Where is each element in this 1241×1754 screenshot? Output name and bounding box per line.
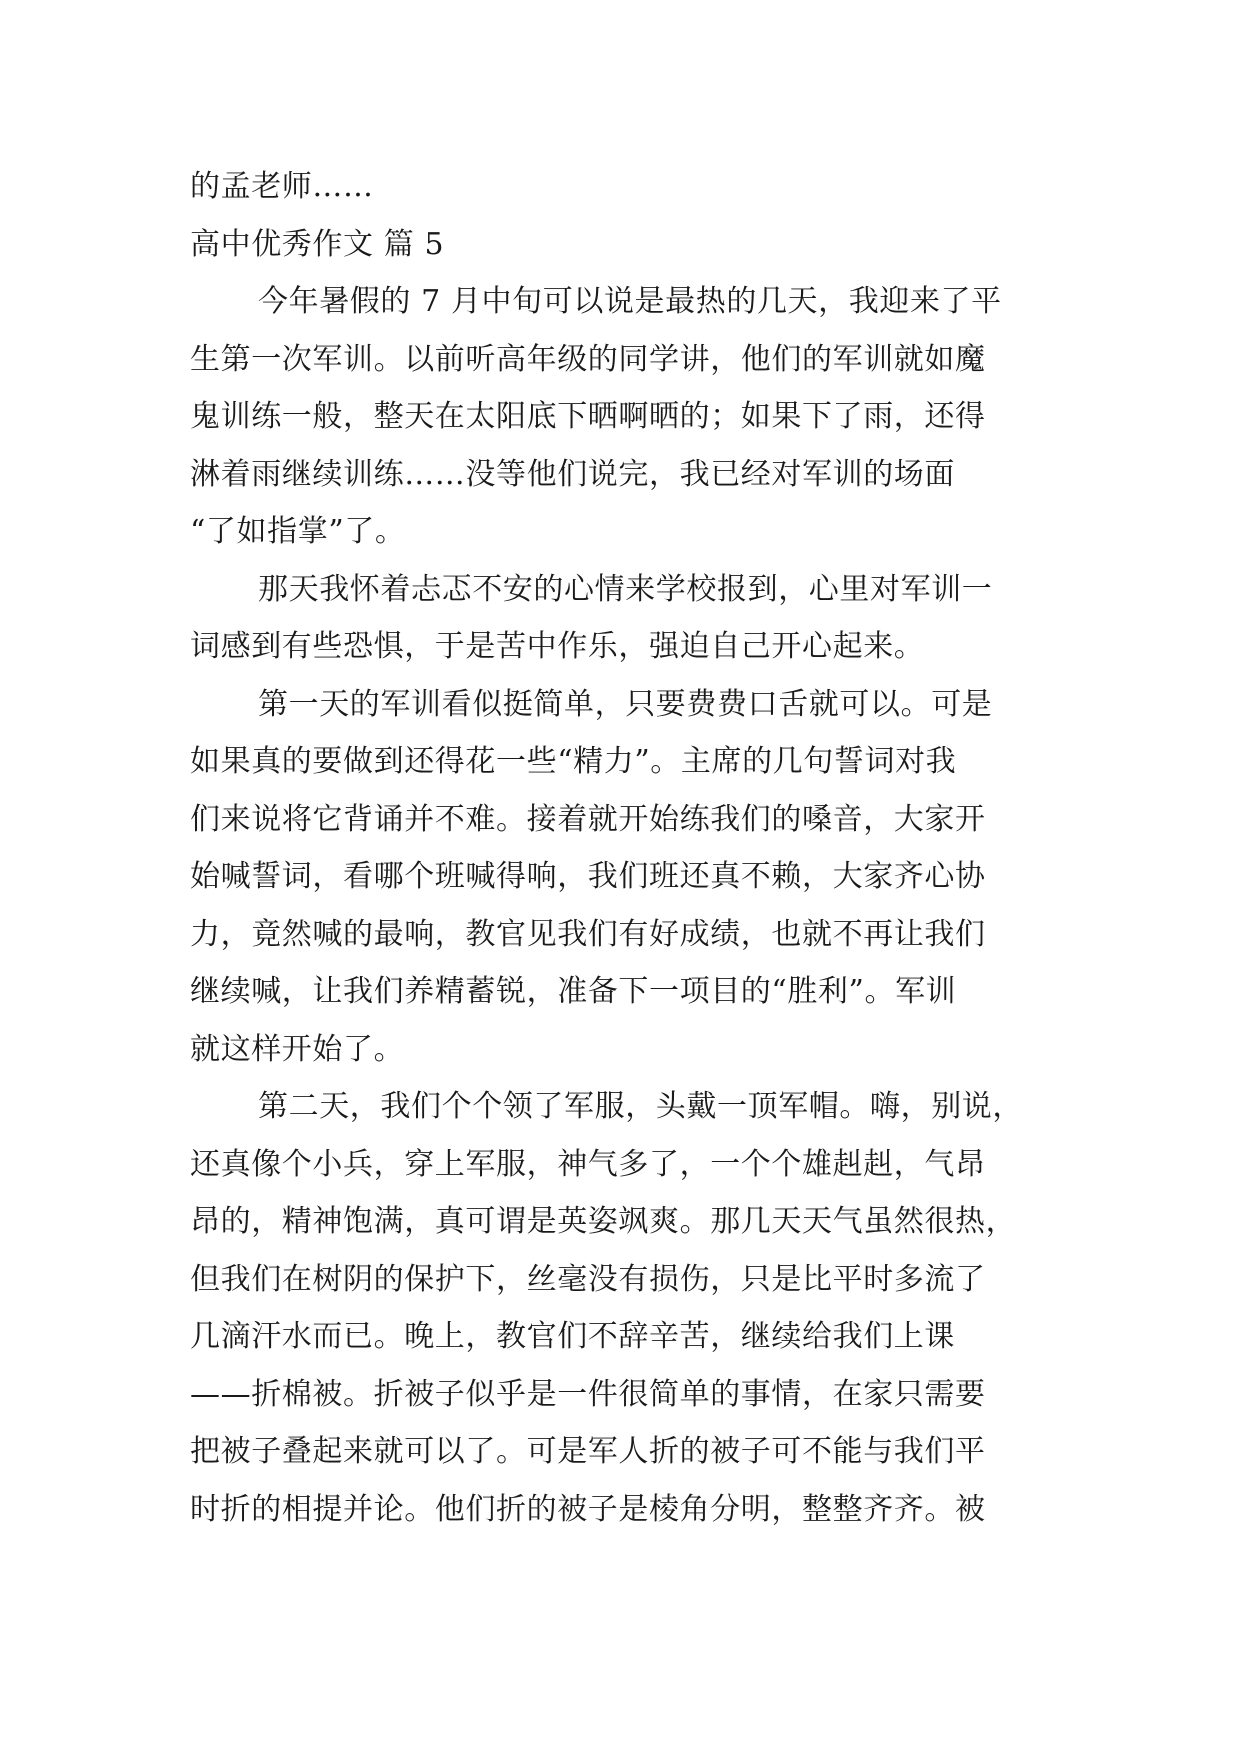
paragraph-line: 时折的相提并论。他们折的被子是棱角分明，整整齐齐。被 — [190, 1491, 986, 1527]
paragraph-line: 就这样开始了。 — [190, 1031, 405, 1067]
paragraph-line: 生第一次军训。以前听高年级的同学讲，他们的军训就如魔 — [190, 341, 986, 377]
paragraph-line: 把被子叠起来就可以了。可是军人折的被子可不能与我们平 — [190, 1434, 986, 1469]
paragraph-line: 力，竟然喊的最响，教官见我们有好成绩，也就不再让我们 — [190, 916, 986, 952]
paragraph-line: 但我们在树阴的保护下，丝毫没有损伤，只是比平时多流了 — [190, 1261, 986, 1297]
paragraph-line: 今年暑假的 7 月中旬可以说是最热的几天，我迎来了平 — [258, 284, 1002, 319]
paragraph-line: 们来说将它背诵并不难。接着就开始练我们的嗓音，大家开 — [190, 801, 986, 837]
section-title: 高中优秀作文 篇 5 — [190, 226, 445, 262]
paragraph-line: 昂的，精神饱满，真可谓是英姿飒爽。那几天天气虽然很热， — [190, 1204, 1017, 1239]
continuation-line: 的孟老师…… — [190, 169, 374, 204]
paragraph-line: 淋着雨继续训练……没等他们说完，我已经对军训的场面 — [190, 456, 955, 492]
paragraph-line: 第一天的军训看似挺简单，只要费费口舌就可以。可是 — [258, 686, 993, 722]
paragraph-line: 第二天，我们个个领了军服，头戴一顶军帽。嗨，别说， — [258, 1089, 1023, 1124]
paragraph-line: 还真像个小兵，穿上军服，神气多了，一个个雄赳赳，气昂 — [190, 1146, 986, 1182]
paragraph-line: 那天我怀着忐忑不安的心情来学校报到，心里对军训一 — [258, 571, 993, 607]
paragraph-line: 几滴汗水而已。晚上，教官们不辞辛苦，继续给我们上课 — [190, 1319, 955, 1354]
paragraph-line: 词感到有些恐惧，于是苦中作乐，强迫自己开心起来。 — [190, 629, 925, 664]
document-body — [190, 158, 1050, 1538]
paragraph-line: “了如指掌”了。 — [190, 514, 406, 549]
paragraph-line: 鬼训练一般，整天在太阳底下晒啊晒的；如果下了雨，还得 — [190, 399, 986, 434]
paragraph-line: 继续喊，让我们养精蓄锐，准备下一项目的“胜利”。军训 — [190, 974, 957, 1009]
paragraph-line: 始喊誓词，看哪个班喊得响，我们班还真不赖，大家齐心协 — [190, 859, 986, 894]
paragraph-line: 如果真的要做到还得花一些“精力”。主席的几句誓词对我 — [190, 744, 957, 779]
paragraph-line: ——折棉被。折被子似乎是一件很简单的事情，在家只需要 — [190, 1376, 986, 1412]
